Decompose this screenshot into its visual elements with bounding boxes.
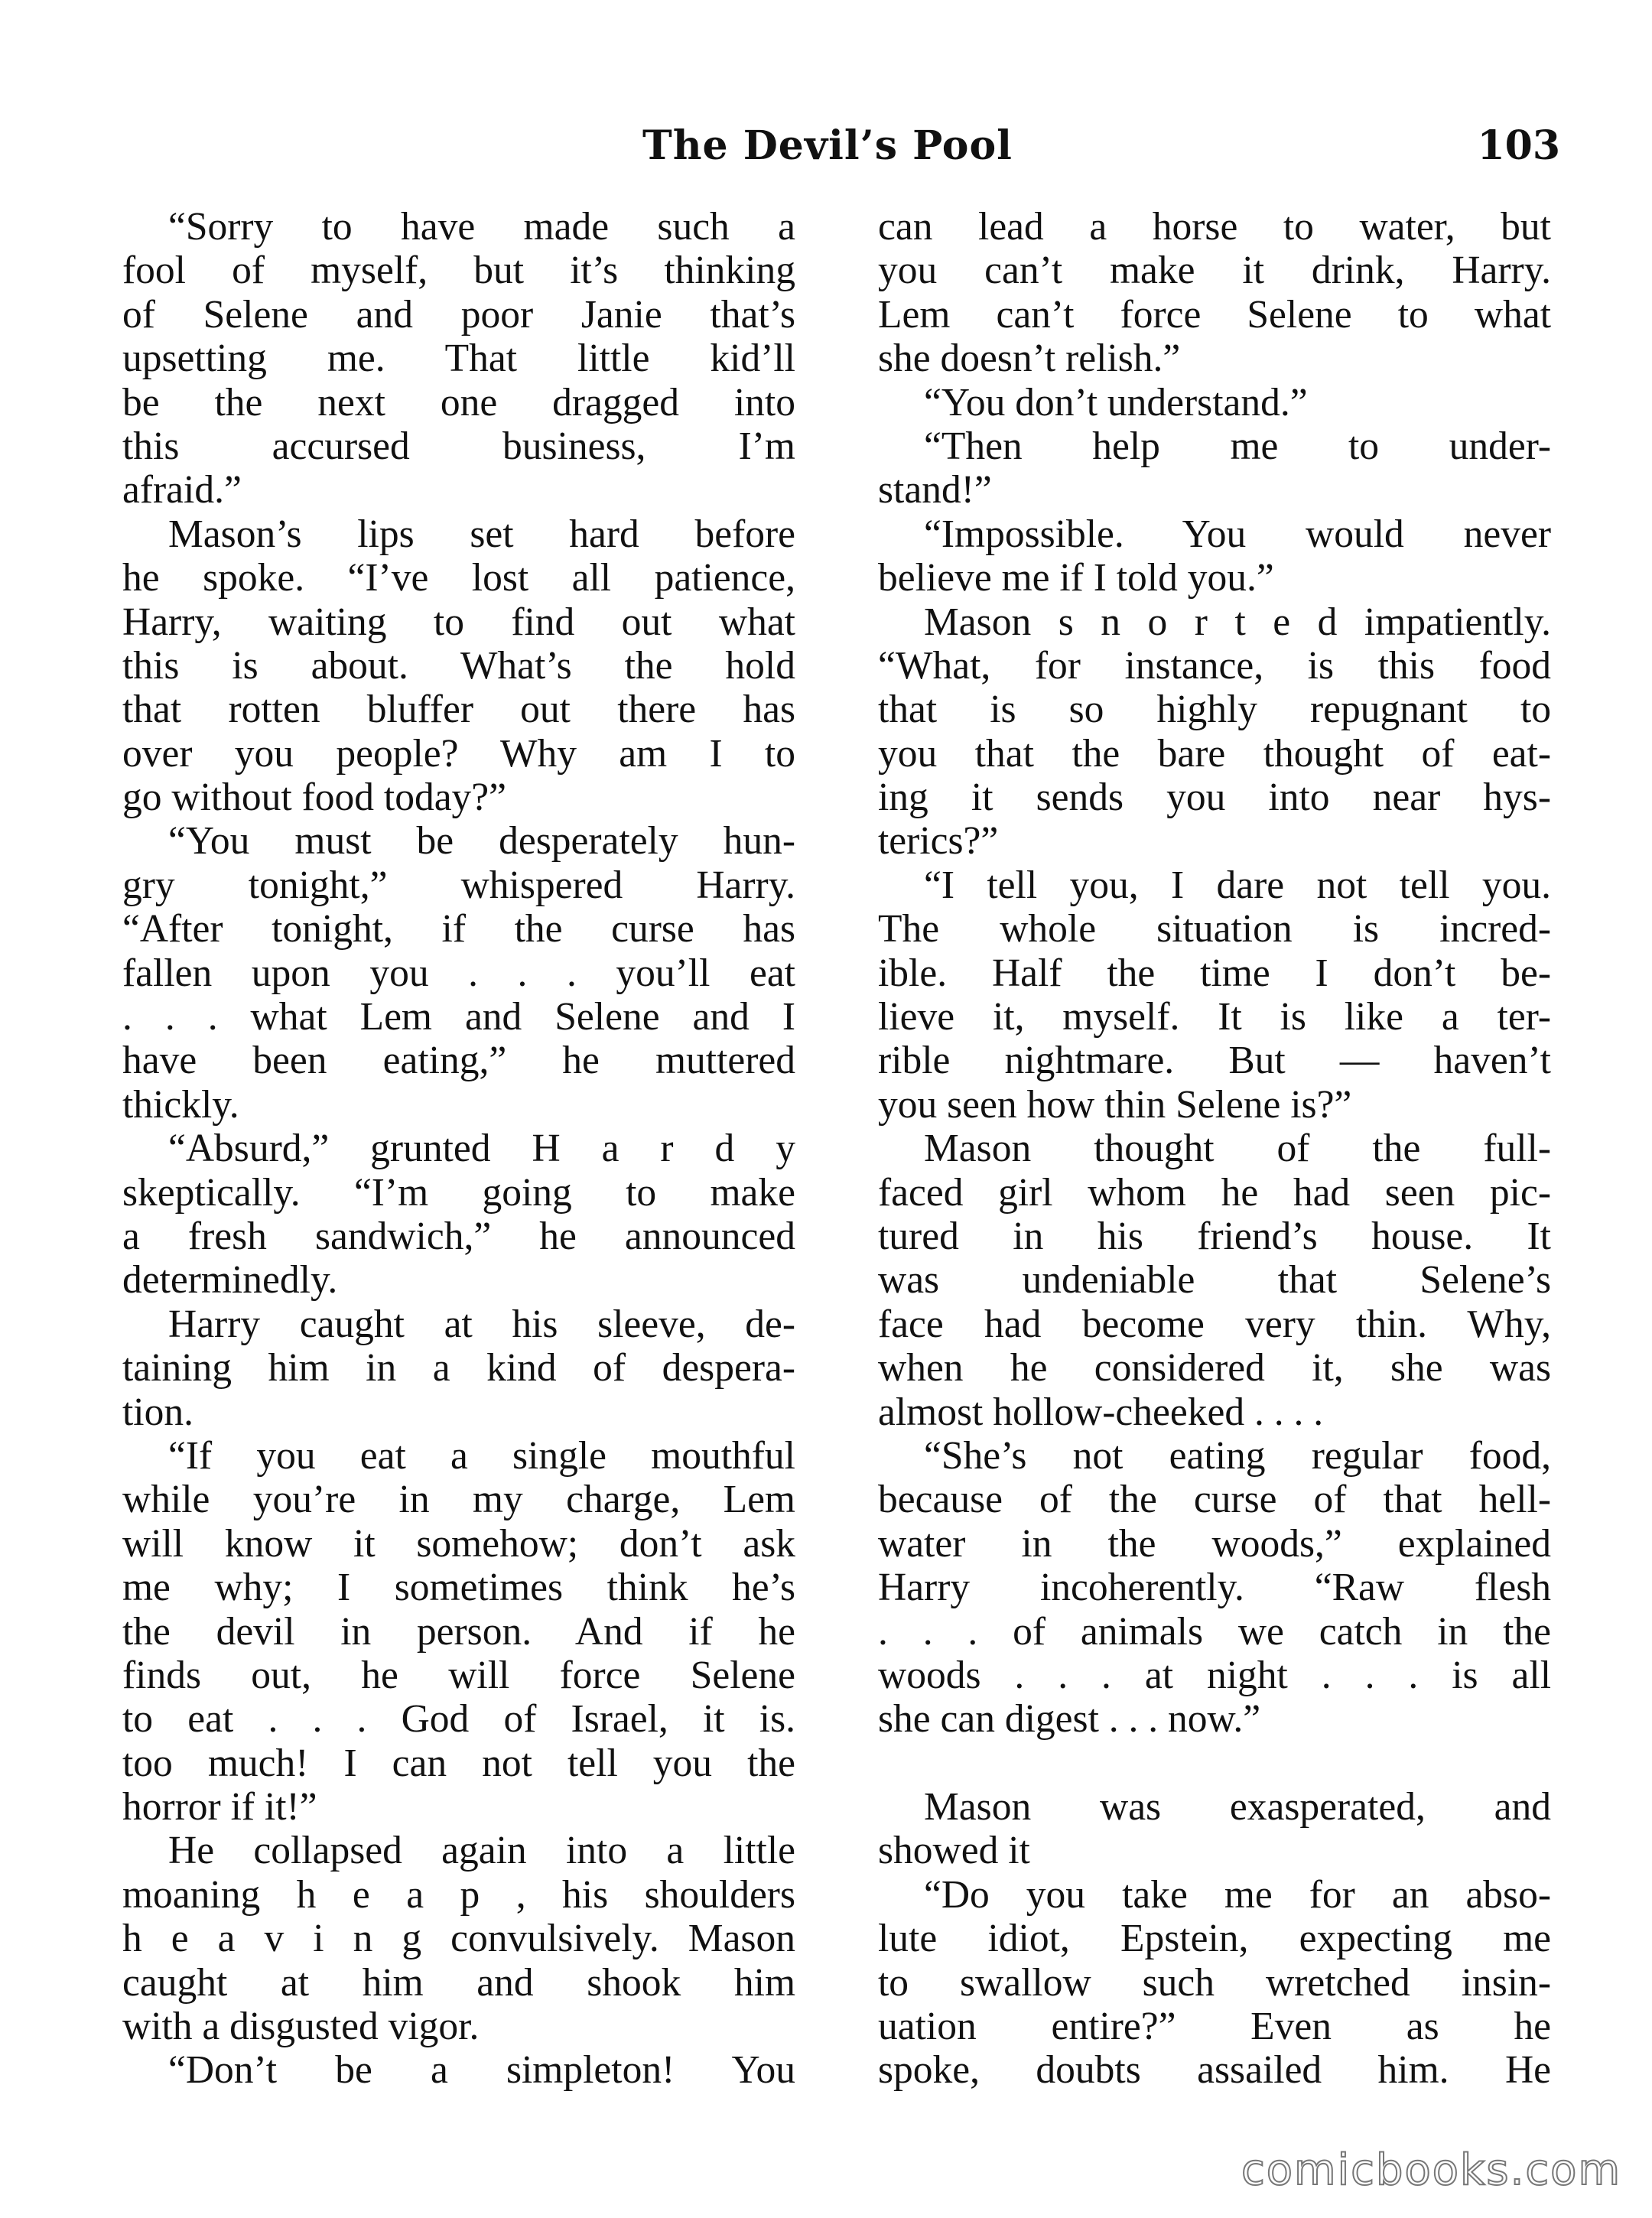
text-line: Harry caught at his sleeve, de- <box>168 1302 795 1346</box>
text-line: faced girl whom he had seen pic- <box>878 1170 1551 1215</box>
text-line: determinedly. <box>122 1258 338 1303</box>
text-line: be the next one dragged into <box>122 380 795 424</box>
text-line: “Sorry to have made such a <box>168 205 795 249</box>
text-line: “Do you take me for an abso- <box>924 1872 1551 1917</box>
text-line: the devil in person. And if he <box>122 1609 795 1654</box>
text-line: have been eating,” he muttered <box>122 1039 795 1083</box>
text-line: . . . what Lem and Selene and I <box>122 995 795 1039</box>
body-text <box>122 205 1553 2093</box>
text-line: that is so highly repugnant to <box>878 688 1551 732</box>
text-line: “Impossible. You would never <box>924 512 1551 556</box>
text-line: of Selene and poor Janie that’s <box>122 292 795 337</box>
text-line: she doesn’t relish.” <box>878 337 1181 381</box>
text-line: afraid.” <box>122 468 242 512</box>
text-line: to swallow such wretched insin- <box>878 1960 1551 2005</box>
text-line: “Don’t be a simpleton! You <box>168 2048 795 2093</box>
text-line: Mason was exasperated, and <box>924 1785 1551 1829</box>
text-line: was undeniable that Selene’s <box>878 1258 1551 1303</box>
text-line: ing it sends you into near hys- <box>878 776 1551 820</box>
text-line: you that the bare thought of eat- <box>878 731 1551 776</box>
text-line: can lead a horse to water, but <box>878 205 1551 249</box>
text-line: face had become very thin. Why, <box>878 1302 1551 1346</box>
text-line: because of the curse of that hell- <box>878 1478 1551 1522</box>
text-line: “Absurd,” grunted H a r d y <box>168 1127 795 1171</box>
text-line: rible nightmare. But — haven’t <box>878 1039 1551 1083</box>
text-line: thickly. <box>122 1082 239 1127</box>
text-line: too much! I can not tell you the <box>122 1741 795 1785</box>
text-line: taining him in a kind of despera- <box>122 1346 795 1390</box>
text-line: he spoke. “I’ve lost all patience, <box>122 556 795 600</box>
text-line: woods . . . at night . . . is all <box>878 1653 1551 1697</box>
text-line: tured in his friend’s house. It <box>878 1214 1551 1258</box>
text-line: Lem can’t force Selene to what <box>878 292 1551 337</box>
text-line: over you people? Why am I to <box>122 731 795 776</box>
right-column <box>878 205 1551 2093</box>
text-line: fallen upon you . . . you’ll eat <box>122 951 795 995</box>
text-line: lute idiot, Epstein, expecting me <box>878 1917 1551 1961</box>
left-column <box>122 205 795 2093</box>
text-line: will know it somehow; don’t ask <box>122 1521 795 1566</box>
text-line: Mason s n o r t e d impatiently. <box>924 600 1551 644</box>
text-line: water in the woods,” explained <box>878 1521 1551 1566</box>
text-line: she can digest . . . now.” <box>878 1697 1261 1742</box>
text-line: Mason thought of the full- <box>924 1127 1551 1171</box>
text-line: “If you eat a single mouthful <box>168 1433 795 1478</box>
text-line: Harry incoherently. “Raw flesh <box>878 1566 1551 1610</box>
text-line: you seen how thin Selene is?” <box>878 1082 1352 1127</box>
text-line: skeptically. “I’m going to make <box>122 1170 795 1215</box>
text-line: “What, for instance, is this food <box>878 643 1551 688</box>
text-line: showed it <box>878 1829 1030 1873</box>
text-line: stand!” <box>878 468 992 512</box>
text-line: “She’s not eating regular food, <box>924 1433 1551 1478</box>
text-line: h e a v i n g convulsively. Mason <box>122 1917 795 1961</box>
text-line: with a disgusted vigor. <box>122 2005 480 2049</box>
text-line: go without food today?” <box>122 776 507 820</box>
text-line: “After tonight, if the curse has <box>122 907 795 951</box>
text-line: moaning h e a p , his shoulders <box>122 1872 795 1917</box>
text-line: horror if it!” <box>122 1785 317 1829</box>
text-line: fool of myself, but it’s thinking <box>122 249 795 293</box>
text-line: uation entire?” Even as he <box>878 2005 1551 2049</box>
text-line: “You don’t understand.” <box>924 380 1308 424</box>
text-line: “Then help me to under- <box>924 424 1551 468</box>
text-line: tion. <box>122 1390 193 1434</box>
text-line: Harry, waiting to find out what <box>122 600 795 644</box>
text-line: spoke, doubts assailed him. He <box>878 2048 1551 2093</box>
text-line: this is about. What’s the hold <box>122 643 795 688</box>
text-line: terics?” <box>878 819 999 863</box>
text-line: gry tonight,” whispered Harry. <box>122 863 795 907</box>
page-header <box>122 122 1560 176</box>
text-line <box>878 1742 1551 1785</box>
page-number: 103 <box>1477 122 1560 169</box>
text-line: . . . of animals we catch in the <box>878 1609 1551 1654</box>
text-line: a fresh sandwich,” he announced <box>122 1214 795 1258</box>
text-line: while you’re in my charge, Lem <box>122 1478 795 1522</box>
text-line: me why; I sometimes think he’s <box>122 1566 795 1610</box>
text-line: believe me if I told you.” <box>878 556 1274 600</box>
text-line: ible. Half the time I don’t be- <box>878 951 1551 995</box>
running-title: The Devil’s Pool <box>642 122 1013 169</box>
text-line: when he considered it, she was <box>878 1346 1551 1390</box>
text-line: He collapsed again into a little <box>168 1829 795 1873</box>
watermark-logo: comicbooks.com <box>1241 2145 1621 2195</box>
text-line: finds out, he will force Selene <box>122 1653 795 1697</box>
text-line: Mason’s lips set hard before <box>168 512 795 556</box>
text-line: upsetting me. That little kid’ll <box>122 337 795 381</box>
text-line: “I tell you, I dare not tell you. <box>924 863 1551 907</box>
text-line: lieve it, myself. It is like a ter- <box>878 995 1551 1039</box>
text-line: caught at him and shook him <box>122 1960 795 2005</box>
text-line: The whole situation is incred- <box>878 907 1551 951</box>
text-line: “You must be desperately hun- <box>168 819 795 863</box>
text-line: that rotten bluffer out there has <box>122 688 795 732</box>
text-line: to eat . . . God of Israel, it is. <box>122 1697 795 1742</box>
text-line: you can’t make it drink, Harry. <box>878 249 1551 293</box>
text-line: almost hollow-cheeked . . . . <box>878 1390 1324 1434</box>
text-line: this accursed business, I’m <box>122 424 795 468</box>
